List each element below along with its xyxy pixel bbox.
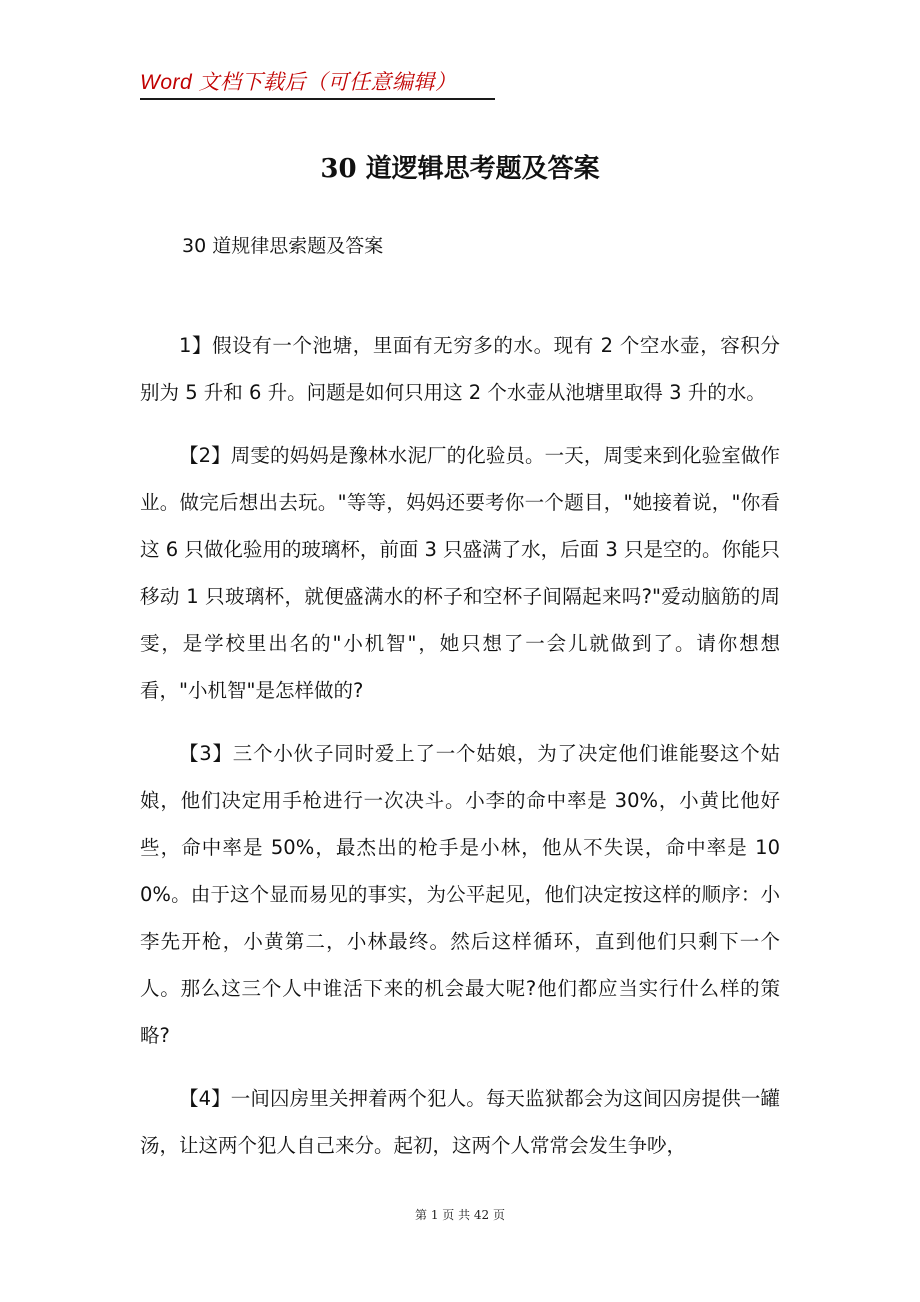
document-subtitle: 30 道规律思索题及答案 xyxy=(182,235,384,257)
question-paragraph-1: 1】假设有一个池塘，里面有无穷多的水。现有 2 个空水壶，容积分别为 5 升和 6 升。问题是如何只用这 2 个水壶从池塘里取得 3 升的水。 xyxy=(140,334,780,404)
question-paragraph-2: 【2】周雯的妈妈是豫林水泥厂的化验员。一天，周雯来到化验室做作业。做完后想出去玩。"等等，妈妈还要考你一个题目，"她接着说，"你看这 6 只做化验用的玻璃杯，前面 3 只盛满了水，后面 3 只是空的。你能只移动 1 只玻璃杯，就便盛满水的杯子和空杯子间隔起来吗?"爱动脑筋的周雯，是学校里出名的"小机智"，她只想了一会儿就做到了。请你想想看，"小机智"是怎样做的? xyxy=(140,444,780,702)
document-body xyxy=(140,322,780,1185)
header-label: Word 文档下载后（可任意编辑） xyxy=(140,71,457,94)
download-header xyxy=(140,64,495,100)
page-footer: 第 1 页 共 42 页 xyxy=(415,1208,505,1222)
question-paragraph-3: 【3】三个小伙子同时爱上了一个姑娘，为了决定他们谁能娶这个姑娘，他们决定用手枪进行一次决斗。小李的命中率是 30%，小黄比他好些，命中率是 50%，最杰出的枪手是小林，他从不失误，命中率是 100%。由于这个显而易见的事实，为公平起见，他们决定按这样的顺序：小李先开枪，小黄第二，小林最终。然后这样循环，直到他们只剩下一个人。那么这三个人中谁活下来的机会最大呢?他们都应当实行什么样的策略? xyxy=(140,742,780,1047)
document-title: 30 道逻辑思考题及答案 xyxy=(320,154,600,184)
question-paragraph-4: 【4】一间囚房里关押着两个犯人。每天监狱都会为这间囚房提供一罐汤，让这两个犯人自己来分。起初，这两个人常常会发生争吵， xyxy=(140,1087,780,1157)
